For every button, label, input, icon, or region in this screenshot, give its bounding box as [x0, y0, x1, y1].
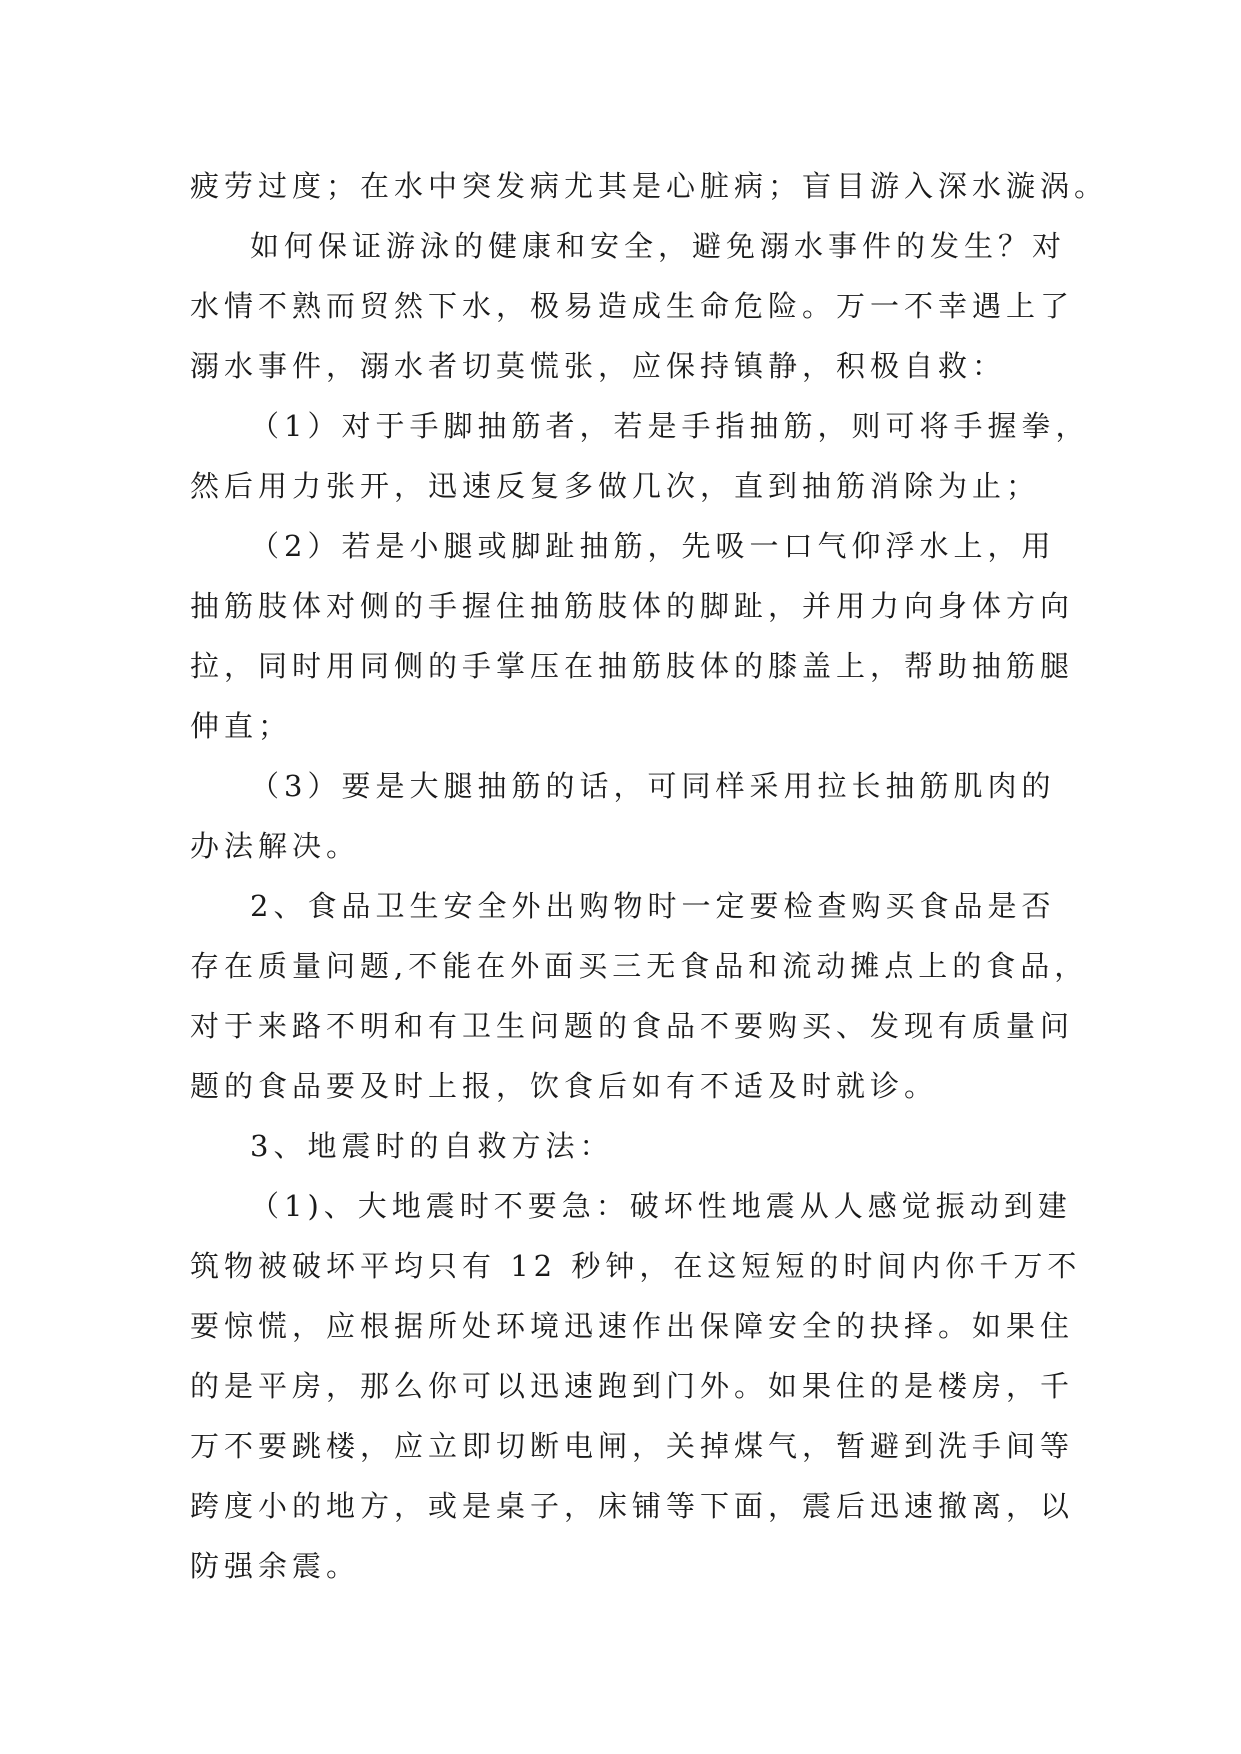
text-line: 水情不熟而贸然下水，极易造成生命危险。万一不幸遇上了 [190, 289, 1075, 323]
text-line: （2）若是小腿或脚趾抽筋，先吸一口气仰浮水上，用 [250, 529, 1056, 563]
text-line: （1）对于手脚抽筋者，若是手指抽筋，则可将手握拳， [250, 409, 1090, 443]
text-line: 筑物被破坏平均只有 12 秒钟，在这短短的时间内你千万不 [190, 1249, 1082, 1283]
text-line: 万不要跳楼，应立即切断电闸，关掉煤气，暂避到洗手间等 [190, 1429, 1075, 1463]
text-line: 对于来路不明和有卫生问题的食品不要购买、发现有质量问 [190, 1009, 1075, 1043]
text-line: 拉，同时用同侧的手掌压在抽筋肢体的膝盖上，帮助抽筋腿 [190, 649, 1075, 683]
text-line: 存在质量问题,不能在外面买三无食品和流动摊点上的食品， [190, 949, 1089, 983]
text-line: 溺水事件，溺水者切莫慌张，应保持镇静，积极自救： [190, 349, 1007, 383]
document-body [190, 156, 1109, 1596]
text-line: 的是平房，那么你可以迅速跑到门外。如果住的是楼房，千 [190, 1369, 1075, 1403]
text-line: 办法解决。 [190, 829, 361, 863]
text-line: 要惊慌，应根据所处环境迅速作出保障安全的抉择。如果住 [190, 1309, 1075, 1343]
text-line: 然后用力张开，迅速反复多做几次，直到抽筋消除为止； [190, 469, 1041, 503]
text-line: 2、食品卫生安全外出购物时一定要检查购买食品是否 [250, 889, 1056, 923]
text-line: 3、地震时的自救方法： [250, 1129, 614, 1163]
text-line: 抽筋肢体对侧的手握住抽筋肢体的脚趾，并用力向身体方向 [190, 589, 1075, 623]
text-line: 跨度小的地方，或是桌子，床铺等下面，震后迅速撤离，以 [190, 1489, 1075, 1523]
text-line: （1)、大地震时不要急：破坏性地震从人感觉振动到建 [250, 1189, 1072, 1223]
text-line: 防强余震。 [190, 1549, 361, 1583]
text-line: 如何保证游泳的健康和安全，避免溺水事件的发生？对 [250, 229, 1067, 263]
text-line: 题的食品要及时上报，饮食后如有不适及时就诊。 [190, 1069, 939, 1103]
text-line: 伸直； [190, 709, 293, 743]
text-line: （3）要是大腿抽筋的话，可同样采用拉长抽筋肌肉的 [250, 769, 1056, 803]
text-line: 疲劳过度；在水中突发病尤其是心脏病；盲目游入深水漩涡。 [190, 169, 1109, 203]
